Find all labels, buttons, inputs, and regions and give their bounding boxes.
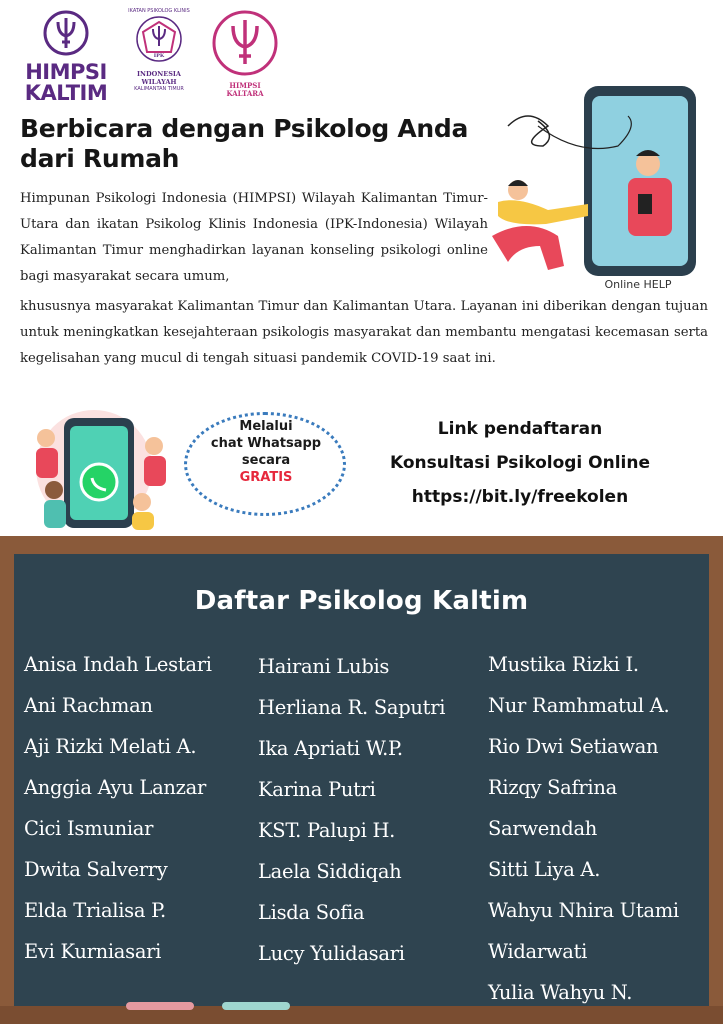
list-item: Sitti Liya A. — [488, 858, 601, 881]
title-line-1: Berbicara dengan Psikolog Anda — [20, 114, 469, 143]
list-item: Mustika Rizki I. — [488, 653, 639, 676]
list-item: Herliana R. Saputri — [258, 696, 446, 719]
intro-paragraph-1: Himpunan Psikologi Indonesia (HIMPSI) Wilayah Kalimantan Timur-Utara dan ikatan Psikolog Klinis Indonesia (IPK-Indonesia) Wilayah Kalimantan Timur menghadirkan layanan konseling psikologi online bagi masyarakat secara umum, — [20, 191, 488, 284]
list-item: Cici Ismuniar — [24, 817, 154, 840]
list-item: Laela Siddiqah — [258, 860, 402, 883]
list-item: Lucy Yulidasari — [258, 942, 405, 965]
list-item: Dwita Salverry — [24, 858, 168, 881]
registration-link[interactable]: https://bit.ly/freekolen — [411, 487, 629, 507]
list-item: Rio Dwi Setiawan — [488, 735, 659, 758]
whatsapp-line-2: chat Whatsapp — [210, 436, 322, 451]
list-item: Wahyu Nhira Utami — [488, 899, 679, 922]
psychologist-list-col-2 — [258, 646, 445, 974]
list-item: Widarwati — [488, 940, 588, 963]
list-item: Yulia Wahyu N. — [488, 981, 633, 1004]
ipk-logo — [118, 8, 200, 108]
list-item: Anisa Indah Lestari — [24, 653, 212, 676]
himpsi-kaltara-logo — [204, 8, 286, 108]
whatsapp-line-3: secara — [241, 453, 291, 468]
psychologist-list-col-1 — [24, 644, 212, 972]
kaltara-emblem-icon — [210, 8, 280, 78]
list-item: Rizqy Safrina — [488, 776, 617, 799]
list-item: Lisda Sofia — [258, 901, 365, 924]
ipk-badge-text: IPK — [153, 53, 165, 59]
list-item: Evi Kurniasari — [24, 940, 162, 963]
himpsi-text-2: KALTIM — [24, 81, 108, 105]
page-title — [20, 114, 500, 174]
ipk-line2: WILAYAH — [141, 78, 177, 86]
intro-paragraph-2: khususnya masyarakat Kalimantan Timur dan Kalimantan Utara. Layanan ini diberikan dengan tujuan untuk meningkatkan kesejahteraan psikologis masyarakat dan membantu mengatasi kecemasan serta kegelisahan yang mucul di tengah situasi pandemik COVID-19 saat ini. — [20, 299, 708, 366]
registration-line-1: Link pendaftaran — [437, 419, 603, 439]
gratis-label: GRATIS — [239, 470, 293, 485]
whatsapp-phone-icon — [24, 398, 194, 532]
ipk-line1: INDONESIA — [137, 70, 181, 78]
chalk-pink — [126, 1002, 194, 1010]
ipk-line3: KALIMANTAN TIMUR — [134, 86, 184, 92]
list-item: Aji Rizki Melati A. — [24, 735, 197, 758]
registration-line-2: Konsultasi Psikologi Online — [389, 453, 651, 473]
whatsapp-illustration — [24, 398, 334, 532]
online-help-illustration — [488, 86, 710, 296]
himpsi-text-1: HIMPSI — [25, 60, 107, 84]
kaltara-text-1: HIMPSI — [229, 81, 261, 90]
whatsapp-text — [196, 418, 336, 486]
list-item: KST. Palupi H. — [258, 819, 396, 842]
list-item: Hairani Lubis — [258, 655, 390, 678]
psychologist-list-col-3 — [488, 644, 679, 1013]
title-line-2: dari Rumah — [20, 144, 180, 173]
chalk-teal — [222, 1002, 290, 1010]
logo-bar — [18, 8, 288, 108]
himpsi-kaltim-logo — [18, 8, 114, 108]
list-item: Sarwendah — [488, 817, 598, 840]
trident-emblem-icon — [43, 8, 89, 58]
list-item: Ani Rachman — [24, 694, 153, 717]
ipk-arc-text: IKATAN PSIKOLOG KLINIS — [128, 8, 190, 14]
list-item: Elda Trialisa P. — [24, 899, 166, 922]
list-item: Nur Ramhmatul A. — [488, 694, 670, 717]
list-item: Anggia Ayu Lanzar — [24, 776, 206, 799]
whatsapp-line-1: Melalui — [239, 419, 293, 434]
list-item: Ika Apriati W.P. — [258, 737, 403, 760]
kaltara-text-2: KALTARA — [226, 89, 264, 98]
board-title: Daftar Psikolog Kaltim — [194, 586, 529, 616]
list-item: Karina Putri — [258, 778, 376, 801]
registration-block — [350, 412, 690, 514]
online-help-caption: Online HELP — [604, 278, 672, 291]
